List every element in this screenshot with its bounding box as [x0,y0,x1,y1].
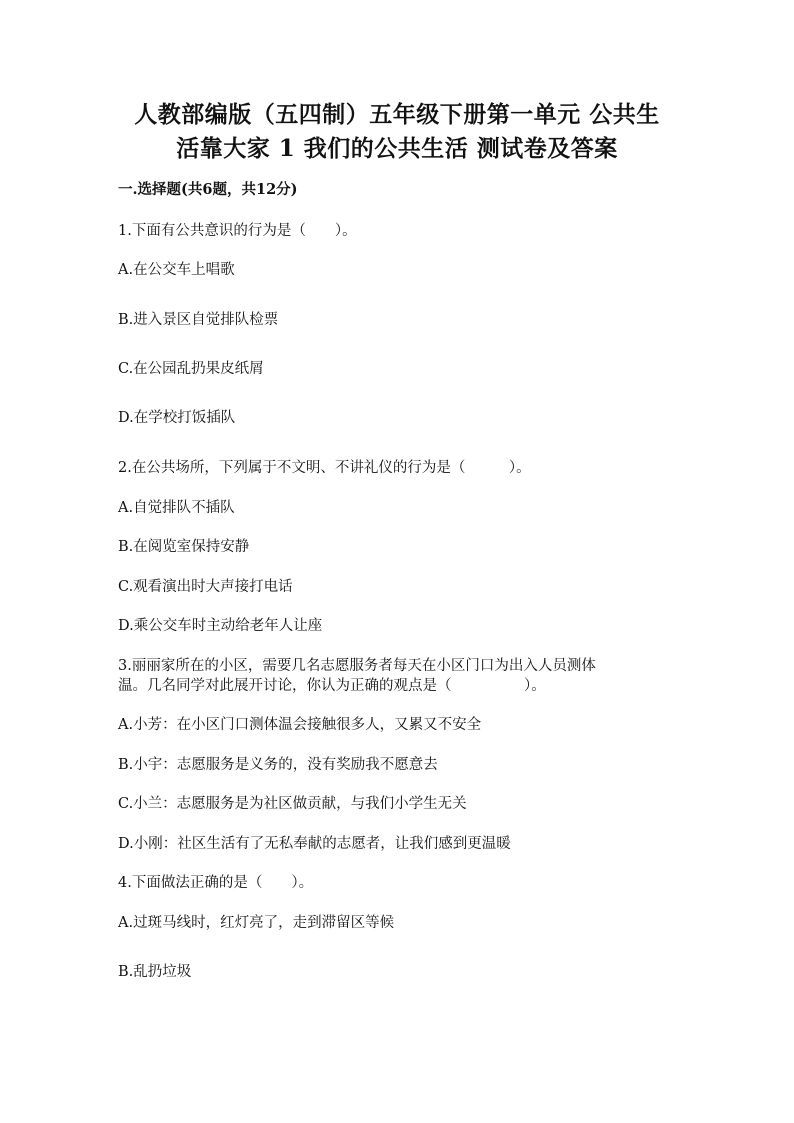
question-1-option-c: C.在公园乱扔果皮纸屑 [118,361,264,377]
question-3-option-d: D.小刚：社区生活有了无私奉献的志愿者，让我们感到更温暖 [118,836,511,852]
question-3-option-a: A.小芳：在小区门口测体温会接触很多人，又累又不安全 [118,717,482,733]
question-4-option-b: B.乱扔垃圾 [118,964,192,980]
question-3-stem-line-1: 3.丽丽家所在的小区，需要几名志愿服务者每天在小区门口为出入人员测体 [118,658,596,674]
question-1-option-b: B.进入景区自觉排队检票 [118,312,279,328]
question-3-stem-line-2: 温。几名同学对此展开讨论，你认为正确的观点是（ ）。 [118,678,546,694]
question-2-stem: 2.在公共场所，下列属于不文明、不讲礼仪的行为是（ ）。 [118,460,531,476]
question-2-option-c: C.观看演出时大声接打电话 [118,579,293,595]
question-2-option-b: B.在阅览室保持安静 [118,539,250,555]
section-heading: 一.选择题(共6题，共12分) [118,181,298,198]
question-3-option-b: B.小宇：志愿服务是义务的，没有奖励我不愿意去 [118,757,438,773]
question-1-stem: 1.下面有公共意识的行为是（ ）。 [118,223,357,239]
question-4-option-a: A.过斑马线时，红灯亮了，走到滞留区等候 [118,915,395,931]
question-3-option-c: C.小兰：志愿服务是为社区做贡献，与我们小学生无关 [118,796,467,812]
question-1-option-a: A.在公交车上唱歌 [118,262,235,278]
question-1-option-d: D.在学校打饭插队 [118,410,236,426]
question-2-option-d: D.乘公交车时主动给老年人让座 [118,618,323,634]
doc-title-line-2: 活靠大家 1 我们的公共生活 测试卷及答案 [176,135,618,162]
question-2-option-a: A.自觉排队不插队 [118,500,235,516]
doc-title-line-1: 人教部编版（五四制）五年级下册第一单元 公共生 [134,101,660,128]
question-4-stem: 4.下面做法正确的是（ ）。 [118,875,314,891]
